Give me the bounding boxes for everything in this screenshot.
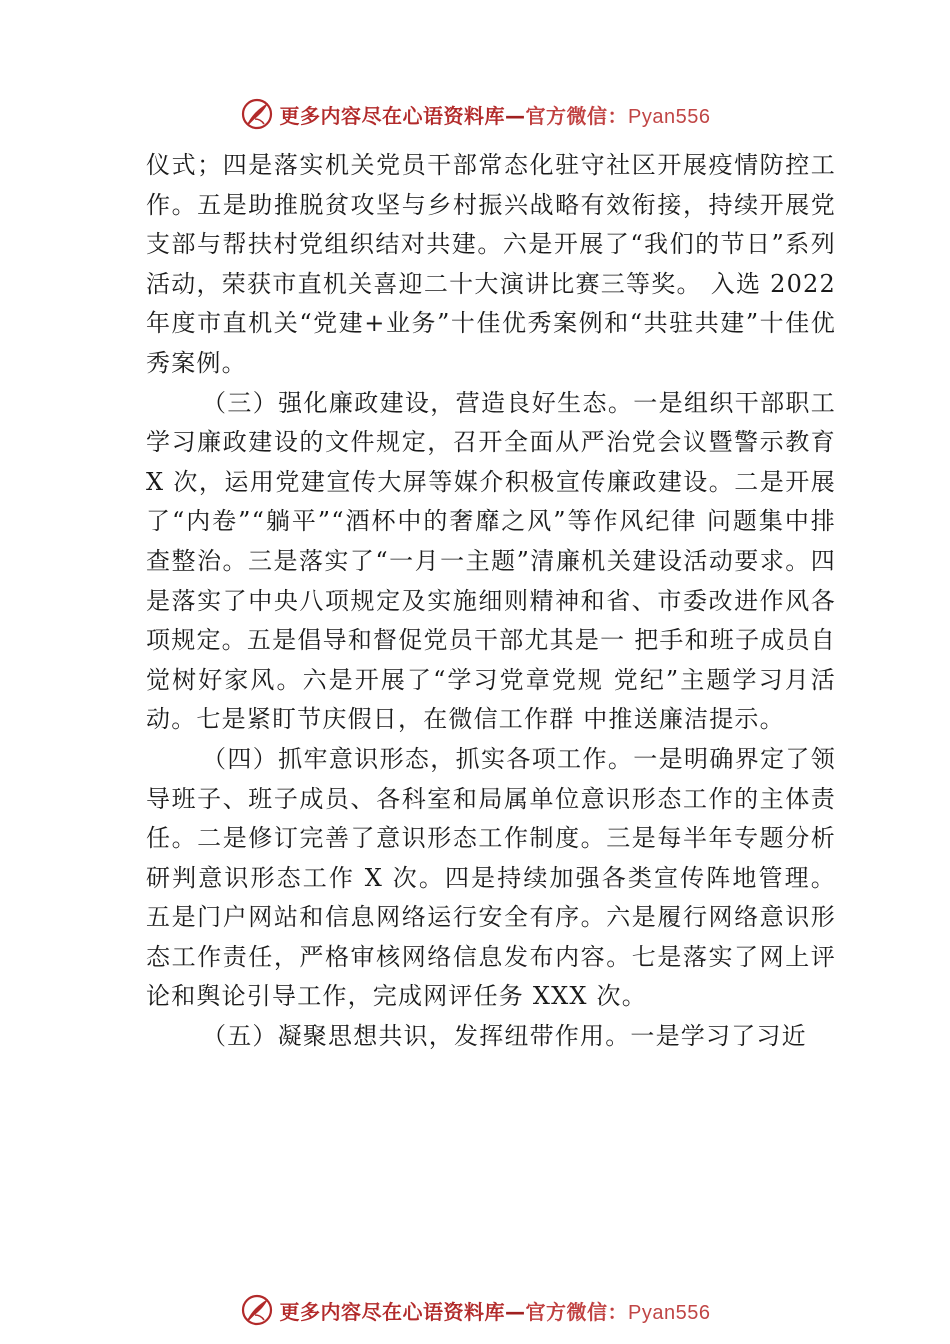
header-banner	[0, 92, 950, 136]
banner-wechat-id: Pyan556	[628, 1301, 711, 1324]
quill-pen-logo-icon	[240, 97, 274, 131]
banner-main-text: 更多内容尽在心语资料库	[279, 103, 506, 128]
footer-banner-text	[280, 1296, 711, 1325]
paragraph-section-5: （五）凝聚思想共识，发挥纽带作用。一是学习了习近	[202, 1022, 807, 1051]
footer-banner	[0, 1288, 950, 1332]
paragraph-section-4: （四）抓牢意识形态，抓实各项工作。一是明确界定了领导班子、班子成员、各科室和局属单位意识形态工作的主体责任。二是修订完善了意识形态工作制度。三是每半年专题分析研判意识形态工作 X 次。四是持续加强各类宣传阵地管理。五是门户网站和信息网络运行安全有序。六是履行网络意识形态工作责任，严格审核网络信息发布内容。七是落实了网上评论和舆论引导工作，完成网评任务 XXX 次。	[146, 744, 836, 1011]
header-banner-text	[280, 100, 711, 129]
banner-dash: —	[505, 1299, 526, 1324]
banner-wechat-label: 官方微信：	[525, 1299, 629, 1324]
paragraph-continued: 仪式；四是落实机关党员干部常态化驻守社区开展疫情防控工作。五是助推脱贫攻坚与乡村振兴战略有效衔接，持续开展党支部与帮扶村党组织结对共建。六是开展了“我们的节日”系列活动，荣获市直机关喜迎二十大演讲比赛三等奖。 入选 2022 年度市直机关“党建+业务”十佳优秀案例和“共驻共建”十佳优秀案例。	[146, 151, 836, 377]
document-body	[146, 146, 836, 1057]
paragraph-section-3: （三）强化廉政建设，营造良好生态。一是组织干部职工学习廉政建设的文件规定，召开全面从严治党会议暨警示教育 X 次，运用党建宣传大屏等媒介积极宣传廉政建设。二是开展了“内卷”“躺平”“酒杯中的奢靡之风”等作风纪律 问题集中排查整治。三是落实了“一月一主题”清廉机关建设活动要求。四是落实了中央八项规定及实施细则精神和省、市委改进作风各项规定。五是倡导和督促党员干部尤其是一 把手和班子成员自觉树好家风。六是开展了“学习党章党规 党纪”主题学习月活动。七是紧盯节庆假日，在微信工作群 中推送廉洁提示。	[146, 388, 836, 734]
banner-wechat-label: 官方微信：	[525, 103, 629, 128]
banner-dash: —	[505, 103, 526, 128]
banner-main-text: 更多内容尽在心语资料库	[279, 1299, 506, 1324]
quill-pen-logo-icon	[240, 1293, 274, 1327]
banner-wechat-id: Pyan556	[628, 105, 711, 128]
